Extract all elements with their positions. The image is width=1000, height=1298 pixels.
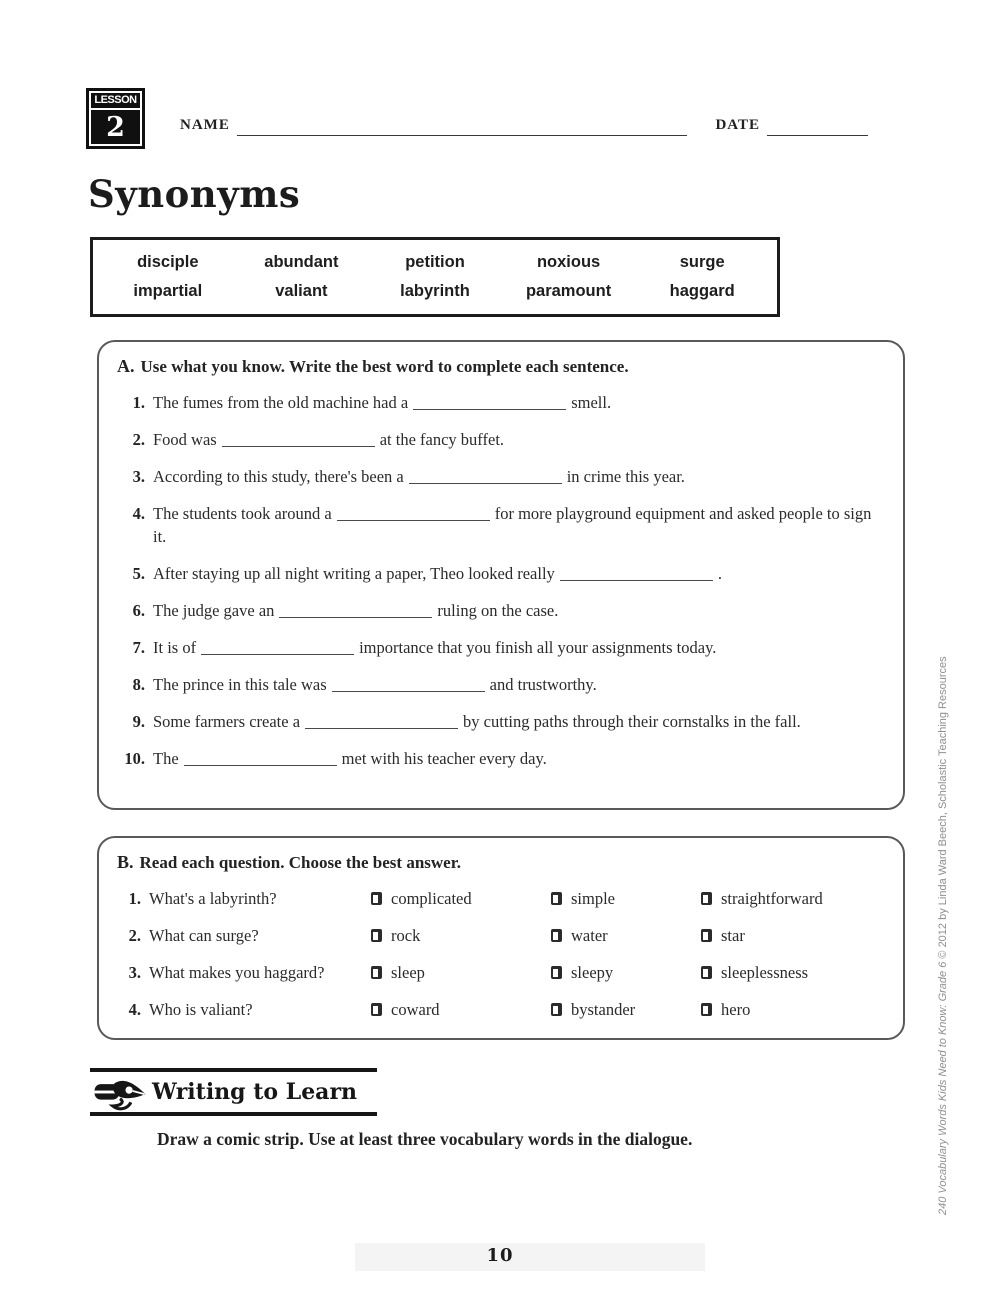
multiple-choice-row (115, 887, 885, 910)
item-text (153, 710, 885, 733)
copyright-sidebar (937, 656, 953, 1215)
book-title-credit: 240 Vocabulary Words Kids Need to Know: Grade 6 (937, 961, 949, 1215)
section-a (97, 340, 905, 810)
section-b (97, 836, 905, 1040)
choice-option (551, 961, 701, 984)
multiple-choice-row (115, 924, 885, 947)
checkbox-icon[interactable] (371, 892, 382, 905)
word-bank-word: haggard (669, 282, 735, 300)
section-b-letter: B. (117, 852, 134, 872)
item-number: 3. (128, 963, 141, 982)
writing-to-learn-banner (90, 1068, 377, 1116)
question-text: What can surge? (149, 926, 259, 945)
answer-blank[interactable] (560, 566, 713, 581)
item-post-text: by cutting paths through their cornstalks in the fall. (463, 712, 801, 731)
page-title: Synonyms (88, 172, 301, 216)
item-post-text: . (717, 564, 722, 583)
word-bank-word: abundant (264, 253, 339, 271)
item-number: 4. (132, 504, 145, 523)
lesson-badge-number: 2 (106, 111, 125, 143)
checkbox-icon[interactable] (701, 929, 712, 942)
word-bank-word: impartial (133, 282, 203, 300)
fill-in-item (115, 599, 885, 622)
page-number: 10 (486, 1245, 514, 1266)
item-number: 2. (132, 430, 145, 449)
choice-label: simple (571, 889, 615, 908)
item-number: 2. (128, 926, 141, 945)
fill-in-item (115, 673, 885, 696)
section-a-letter: A. (117, 356, 135, 376)
choice-label: rock (391, 926, 421, 945)
choice-label: straightforward (721, 889, 823, 908)
checkbox-icon[interactable] (371, 966, 382, 979)
word-bank-word: disciple (137, 253, 199, 271)
item-pre-text: It is of (153, 638, 197, 657)
lesson-badge-inner (89, 91, 142, 146)
item-text (153, 636, 885, 659)
checkbox-icon[interactable] (371, 1003, 382, 1016)
item-number: 7. (132, 638, 145, 657)
choice-option (551, 998, 701, 1021)
answer-blank[interactable] (184, 751, 337, 766)
pen-icon (92, 1076, 148, 1116)
item-post-text: met with his teacher every day. (341, 749, 547, 768)
item-post-text: importance that you finish all your assignments today. (359, 638, 717, 657)
item-pre-text: The judge gave an (153, 601, 275, 620)
item-text (153, 747, 885, 770)
name-label: NAME (180, 117, 230, 133)
item-number: 1. (132, 393, 145, 412)
checkbox-icon[interactable] (701, 892, 712, 905)
word-bank-word: surge (679, 253, 725, 271)
item-post-text: smell. (571, 393, 612, 412)
answer-blank[interactable] (279, 603, 432, 618)
answer-blank[interactable] (332, 677, 485, 692)
item-post-text: at the fancy buffet. (379, 430, 505, 449)
checkbox-icon[interactable] (551, 892, 562, 905)
question-text: What makes you haggard? (149, 963, 325, 982)
item-number: 6. (132, 601, 145, 620)
word-bank (90, 237, 780, 317)
choice-option (701, 961, 808, 984)
section-b-instructions: Read each question. Choose the best answer. (139, 853, 461, 872)
choice-label: coward (391, 1000, 440, 1019)
word-bank-word: labyrinth (400, 282, 470, 300)
item-post-text: in crime this year. (566, 467, 685, 486)
item-text (153, 673, 885, 696)
item-number: 9. (132, 712, 145, 731)
lesson-badge (86, 88, 145, 149)
fill-in-item (115, 391, 885, 414)
multiple-choice-row (115, 998, 885, 1021)
item-post-text: for more playground equipment and asked people to sign it. (153, 504, 872, 546)
item-text (153, 465, 885, 488)
choice-label: complicated (391, 889, 472, 908)
checkbox-icon[interactable] (551, 929, 562, 942)
word-bank-word: valiant (275, 282, 328, 300)
item-pre-text: According to this study, there's been a (153, 467, 404, 486)
choice-option (551, 887, 701, 910)
answer-blank[interactable] (413, 395, 566, 410)
choice-option (371, 887, 551, 910)
item-pre-text: The (153, 749, 179, 768)
answer-blank[interactable] (409, 469, 562, 484)
choice-option (371, 998, 551, 1021)
item-pre-text: The students took around a (153, 504, 332, 523)
choice-option (701, 887, 823, 910)
item-text (153, 428, 885, 451)
choice-label: sleep (391, 963, 425, 982)
fill-in-item (115, 562, 885, 585)
question-text: What's a labyrinth? (149, 889, 277, 908)
choice-label: bystander (571, 1000, 636, 1019)
item-number: 3. (132, 467, 145, 486)
checkbox-icon[interactable] (701, 966, 712, 979)
fill-in-item (115, 710, 885, 733)
answer-blank[interactable] (305, 714, 458, 729)
fill-in-item (115, 465, 885, 488)
section-b-header (117, 850, 885, 875)
word-bank-word: petition (405, 253, 465, 271)
item-text (153, 562, 885, 585)
item-number: 4. (128, 1000, 141, 1019)
item-pre-text: Food was (153, 430, 217, 449)
date-input-line[interactable] (767, 116, 868, 136)
section-a-instructions: Use what you know. Write the best word to complete each sentence. (140, 357, 629, 376)
item-text (153, 599, 885, 622)
item-text (153, 502, 885, 548)
choice-option (701, 998, 750, 1021)
answer-blank[interactable] (222, 432, 375, 447)
checkbox-icon[interactable] (371, 929, 382, 942)
question-text: Who is valiant? (149, 1000, 253, 1019)
lesson-badge-label: LESSON (91, 93, 140, 110)
item-text (153, 391, 885, 414)
choice-label: sleepy (571, 963, 614, 982)
checkbox-icon[interactable] (551, 966, 562, 979)
item-pre-text: Some farmers create a (153, 712, 301, 731)
name-date-row (180, 116, 868, 136)
item-number: 5. (132, 564, 145, 583)
writing-to-learn-instruction: Draw a comic strip. Use at least three vocabulary words in the dialogue. (157, 1129, 693, 1149)
copyright-text: © 2012 by Linda Ward Beech, Scholastic Teaching Resources (937, 656, 949, 959)
item-number: 1. (128, 889, 141, 908)
section-a-header (117, 354, 885, 379)
choice-option (371, 961, 551, 984)
choice-option (371, 924, 551, 947)
choice-label: star (721, 926, 745, 945)
name-input-line[interactable] (237, 116, 688, 136)
answer-blank[interactable] (337, 506, 490, 521)
answer-blank[interactable] (201, 640, 354, 655)
item-post-text: and trustworthy. (489, 675, 597, 694)
choice-option (701, 924, 745, 947)
item-number: 8. (132, 675, 145, 694)
fill-in-item (115, 747, 885, 770)
item-number: 10. (124, 749, 145, 768)
item-pre-text: The fumes from the old machine had a (153, 393, 409, 412)
choice-label: hero (721, 1000, 751, 1019)
item-post-text: ruling on the case. (437, 601, 559, 620)
fill-in-item (115, 502, 885, 548)
checkbox-icon[interactable] (701, 1003, 712, 1016)
choice-label: sleeplessness (721, 963, 809, 982)
fill-in-item (115, 428, 885, 451)
date-label: DATE (715, 117, 760, 133)
multiple-choice-row (115, 961, 885, 984)
fill-in-item (115, 636, 885, 659)
word-bank-word: paramount (525, 282, 612, 300)
checkbox-icon[interactable] (551, 1003, 562, 1016)
writing-to-learn-title: Writing to Learn (152, 1079, 358, 1105)
choice-option (551, 924, 701, 947)
item-pre-text: After staying up all night writing a paper, Theo looked really (153, 564, 555, 583)
choice-label: water (571, 926, 608, 945)
item-pre-text: The prince in this tale was (153, 675, 327, 694)
word-bank-word: noxious (536, 253, 601, 271)
